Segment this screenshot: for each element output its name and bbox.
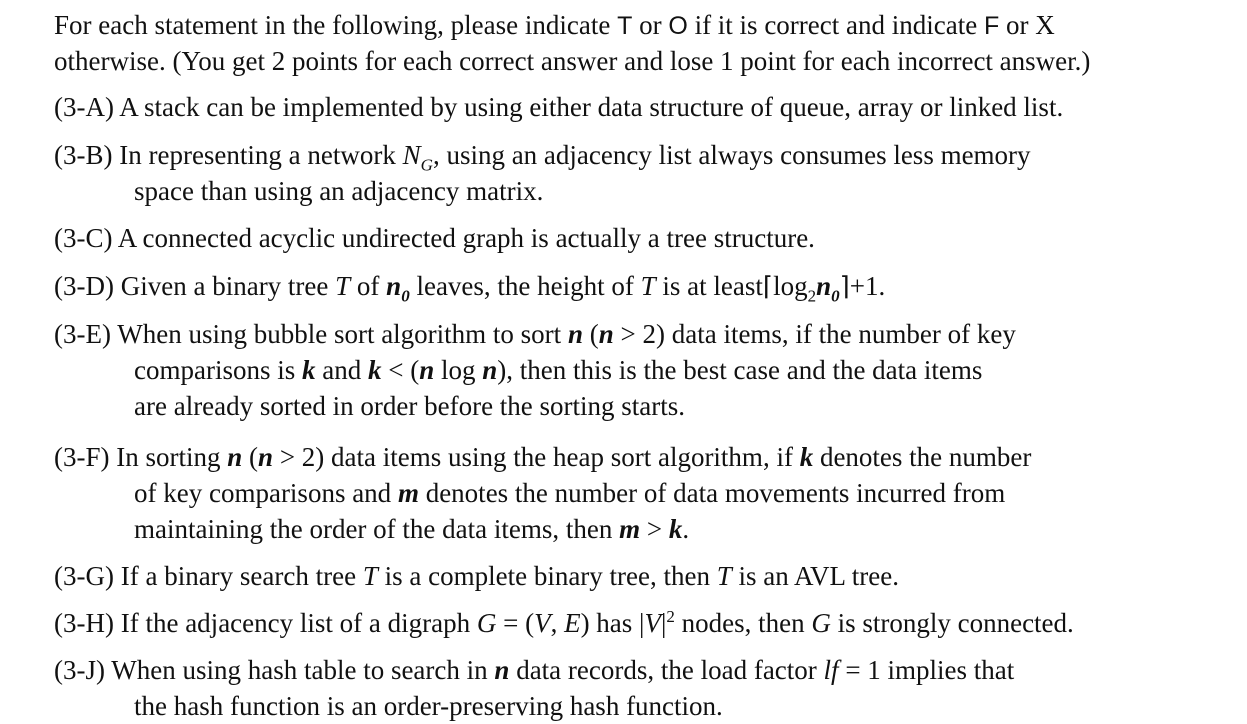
instructions xyxy=(54,8,1234,79)
statement-3h: (3-H) If the adjacency list of a digraph G = (V, E) has $|V|^2$ nodes, then G is strongly connected. xyxy=(54,605,1234,641)
statement-3c xyxy=(54,220,1234,256)
statement-3f: (3-F) In sorting n (n > 2) data items using the heap sort algorithm, if k denotes the number of key comparisons and m denotes the number of data movements incurred from maintaining the order of the data items, then m > k. xyxy=(54,439,1234,547)
statement-text-continued: are already sorted in order before the sorting starts. xyxy=(134,391,686,421)
statement-label: (3-B) xyxy=(54,140,113,170)
statement-3e: (3-E) When using bubble sort algorithm to sort n (n > 2) data items, if the number of key comparisons is k and k < (n log n), then this is the best case and the data items are already sorted in order before the sorting starts. xyxy=(54,316,1234,424)
instructions-line-2: otherwise. (You get 2 points for each correct answer and lose 1 point for each incorrect answer.) xyxy=(54,46,1091,76)
statement-label: (3-D) xyxy=(54,271,114,301)
statement-label: (3-G) xyxy=(54,561,114,591)
statement-text: A stack can be implemented by using either data structure of queue, array or linked list. xyxy=(119,92,1064,122)
statement-text-continued: maintaining the order of the data items, then m > k. xyxy=(134,514,690,544)
statement-3j: (3-J) When using hash table to search in n data records, the load factor lf = 1 implies that the hash function is an order-preserving hash function. xyxy=(54,652,1234,724)
statement-text-continued: of key comparisons and m denotes the number of data movements incurred from xyxy=(134,478,1006,508)
ceiling-left-bracket: ⌈ xyxy=(762,272,774,302)
statement-label: (3-A) xyxy=(54,92,114,122)
statement-3b: (3-B) In representing a network $N_G$, using an adjacency list always consumes less memory space than using an adjacency matrix. xyxy=(54,137,1234,209)
statement-text-continued: the hash function is an order-preserving hash function. xyxy=(134,691,723,721)
statement-3d: (3-D) Given a binary tree T of $n_0$ leaves, the height of T is at $least⌈\log_2n_0⌉+1$. xyxy=(54,268,1234,305)
statement-label: (3-E) xyxy=(54,319,111,349)
statement-3a xyxy=(54,89,1234,125)
statement-label: (3-F) xyxy=(54,442,110,472)
statement-label: (3-C) xyxy=(54,223,113,253)
statement-text: A connected acyclic undirected graph is actually a tree structure. xyxy=(117,223,815,253)
statement-label: (3-H) xyxy=(54,608,114,638)
instructions-line-1: For each statement in the following, please indicate T or O if it is correct and indicate F or X xyxy=(54,10,1055,40)
statement-text-continued: space than using an adjacency matrix. xyxy=(134,176,544,206)
statement-label: (3-J) xyxy=(54,655,105,685)
statement-text-continued: comparisons is k and k < (n log n), then this is the best case and the data items xyxy=(134,355,983,385)
statement-3g: (3-G) If a binary search tree T is a complete binary tree, then T is an AVL tree. xyxy=(54,558,1234,594)
ceiling-right-bracket: ⌉ xyxy=(839,272,850,302)
